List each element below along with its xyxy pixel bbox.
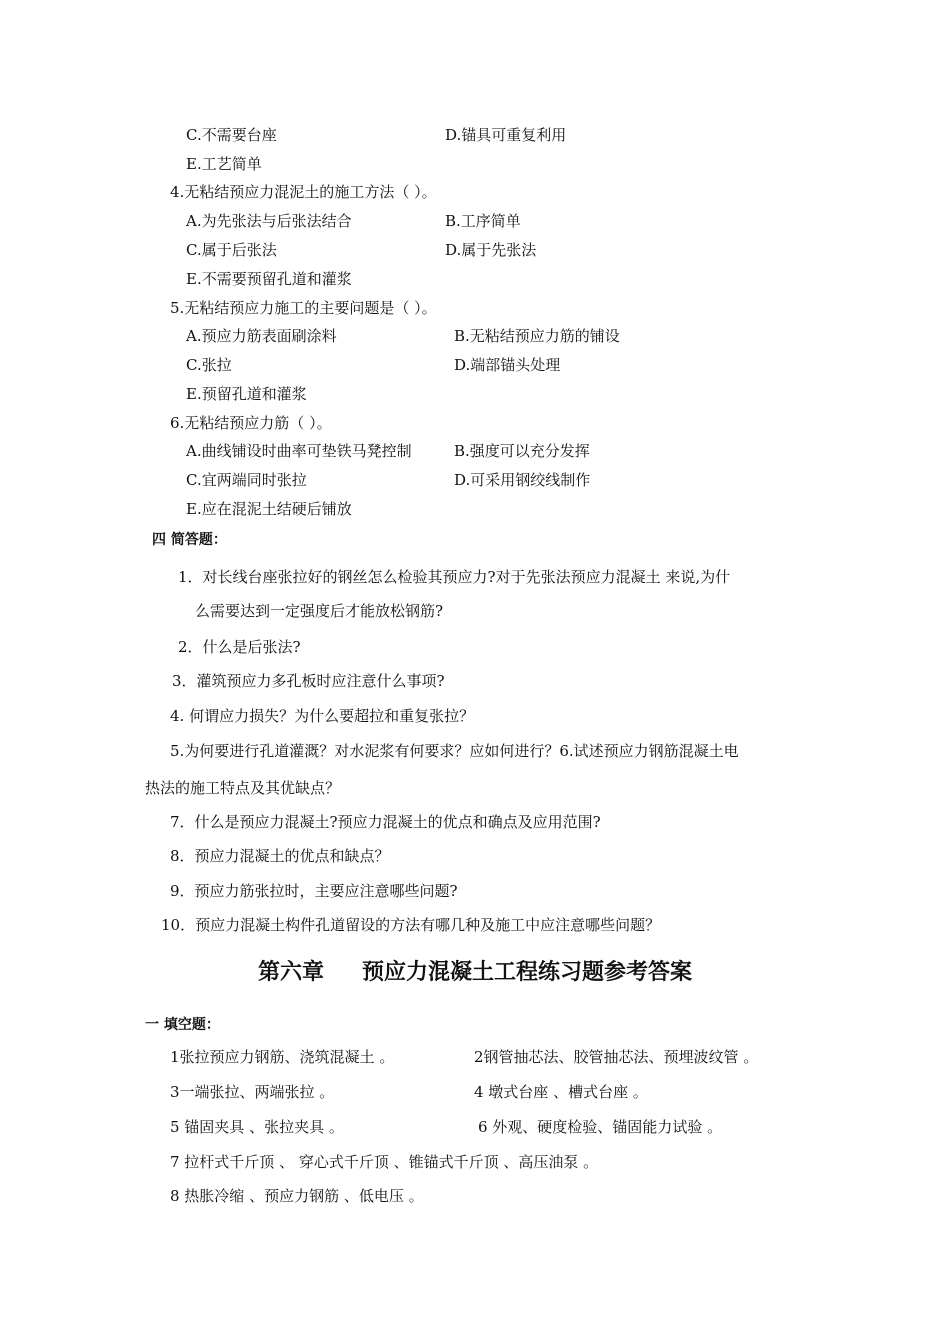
question-10: 10．预应力混凝土构件孔道留设的方法有哪几种及施工中应注意哪些问题？ <box>161 916 661 934</box>
option-d: D.锚具可重复利用 <box>445 126 567 144</box>
question-2: 2．什么是后张法? <box>178 638 301 656</box>
chapter-number: 第六章 <box>257 960 324 985</box>
answer-2: 2钢管抽芯法、胶管抽芯法、预埋波纹管 。 <box>474 1048 759 1066</box>
answer-3: 3一端张拉、两端张拉 。 <box>170 1083 335 1101</box>
question-4-stem: 4.无粘结预应力混泥土的施工方法（ ）。 <box>170 183 437 201</box>
question-5-stem: 5.无粘结预应力施工的主要问题是（ ）。 <box>170 299 437 317</box>
question-8: 8．预应力混凝土的优点和缺点？ <box>170 847 390 865</box>
option-d: D.属于先张法 <box>445 241 537 259</box>
option-e: E.应在混泥土结硬后铺放 <box>186 500 352 518</box>
option-e: E.不需要预留孔道和灌浆 <box>186 270 352 288</box>
option-c: C.属于后张法 <box>186 241 277 259</box>
answer-6: 6 外观、硬度检验、锚固能力试验 。 <box>478 1118 723 1136</box>
answer-1: 1张拉预应力钢筋、浇筑混凝土 。 <box>170 1048 395 1066</box>
question-4: 4. 何谓应力损失？为什么要超拉和重复张拉？ <box>170 707 475 725</box>
option-b: B.无粘结预应力筋的铺设 <box>454 327 620 345</box>
option-c: C.张拉 <box>186 356 232 374</box>
option-c: C.不需要台座 <box>186 126 277 144</box>
option-a: A.为先张法与后张法结合 <box>186 212 352 230</box>
chapter-name: 预应力混凝土工程练习题参考答案 <box>362 960 693 985</box>
option-d: D.可采用钢绞线制作 <box>454 471 591 489</box>
question-5-line-2: 热法的施工特点及其优缺点？ <box>145 779 341 797</box>
option-a: A.预应力筋表面刷涂料 <box>186 327 337 345</box>
answer-8: 8 热胀冷缩 、预应力钢筋 、低电压 。 <box>170 1187 424 1205</box>
question-1-line-2: 么需要达到一定强度后才能放松钢筋? <box>195 602 444 620</box>
question-5-line-1: 5.为何要进行孔道灌溉？对水泥浆有何要求？应如何进行？6.试述预应力钢筋混凝土电 <box>170 742 739 760</box>
question-6-stem: 6.无粘结预应力筋（ ）。 <box>170 414 332 432</box>
option-e: E.预留孔道和灌浆 <box>186 385 307 403</box>
section-heading: 一 填空题： <box>145 1017 220 1033</box>
chapter-title <box>0 958 950 988</box>
option-c: C.宜两端同时张拉 <box>186 471 307 489</box>
option-b: B.强度可以充分发挥 <box>454 442 590 460</box>
answer-4: 4 墩式台座 、槽式台座 。 <box>474 1083 648 1101</box>
question-9: 9．预应力筋张拉时，主要应注意哪些问题? <box>170 882 458 900</box>
answer-7: 7 拉杆式千斤顶 、 穿心式千斤顶 、锥锚式千斤顶 、高压油泵 。 <box>170 1153 599 1171</box>
question-7: 7．什么是预应力混凝土?预应力混凝土的优点和确点及应用范围? <box>170 813 601 831</box>
option-b: B.工序简单 <box>445 212 521 230</box>
question-3: 3．灌筑预应力多孔板时应注意什么事项? <box>172 672 445 690</box>
option-e: E.工艺简单 <box>186 155 262 173</box>
option-d: D.端部锚头处理 <box>454 356 561 374</box>
answer-5: 5 锚固夹具 、张拉夹具 。 <box>170 1118 344 1136</box>
question-1-line-1: 1．对长线台座张拉好的钢丝怎么检验其预应力?对于先张法预应力混凝土 来说,为什 <box>178 568 731 586</box>
option-a: A.曲线铺设时曲率可垫铁马凳控制 <box>186 442 412 460</box>
section-heading: 四 简答题： <box>152 532 227 548</box>
